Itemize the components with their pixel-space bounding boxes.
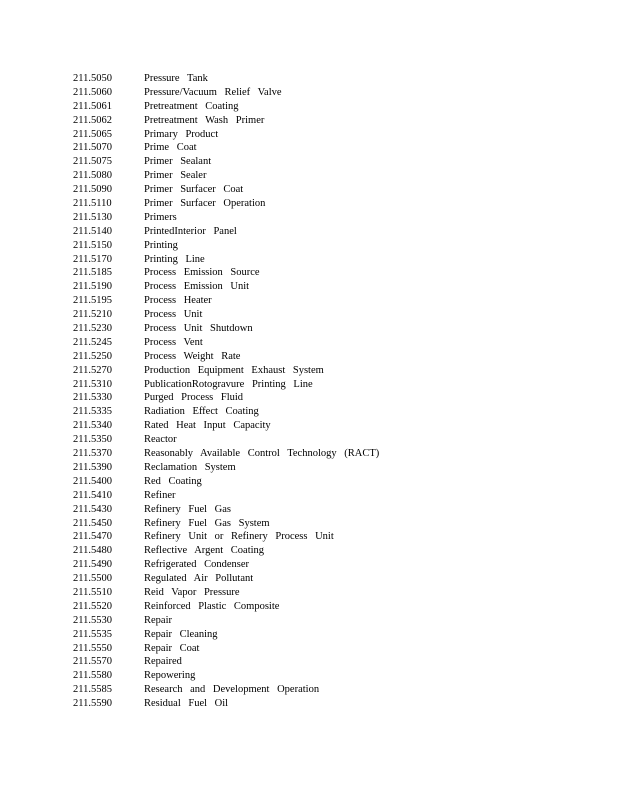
list-item — [73, 614, 379, 628]
defined-term: Reid Vapor Pressure — [144, 586, 240, 598]
section-number: 211.5570 — [73, 656, 112, 668]
list-item — [73, 447, 379, 461]
defined-term: Purged Process Fluid — [144, 392, 244, 404]
section-number: 211.5190 — [73, 281, 112, 293]
defined-term: PublicationRotogravure Printing Line — [144, 378, 313, 390]
defined-term: Prime Coat — [144, 142, 197, 154]
list-item — [73, 266, 379, 280]
defined-term: Primers — [144, 211, 177, 223]
defined-term: Pressure/Vacuum Relief Valve — [144, 86, 282, 98]
defined-term: Primary Product — [144, 128, 219, 140]
defined-term: Refinery Unit or Refinery Process Unit — [144, 531, 334, 543]
defined-term: Repowering — [144, 670, 196, 682]
section-number: 211.5245 — [73, 336, 112, 348]
defined-term: Primer Sealant — [144, 156, 212, 168]
defined-term: Process Heater — [144, 295, 212, 307]
section-number: 211.5520 — [73, 600, 112, 612]
section-number: 211.5340 — [73, 420, 112, 432]
section-number: 211.5350 — [73, 434, 112, 446]
list-item — [73, 378, 379, 392]
section-number: 211.5390 — [73, 461, 112, 473]
section-number: 211.5535 — [73, 628, 112, 640]
section-number: 211.5330 — [73, 392, 112, 404]
defined-term: Rated Heat Input Capacity — [144, 420, 271, 432]
section-number: 211.5480 — [73, 545, 112, 557]
list-item — [73, 155, 379, 169]
list-item — [73, 391, 379, 405]
defined-term: Regulated Air Pollutant — [144, 573, 254, 585]
defined-term: Research and Development Operation — [144, 684, 320, 696]
section-number: 211.5510 — [73, 586, 112, 598]
section-number: 211.5490 — [73, 559, 112, 571]
list-item — [73, 225, 379, 239]
list-item — [73, 600, 379, 614]
list-item — [73, 128, 379, 142]
defined-term: Reclamation System — [144, 461, 236, 473]
list-item — [73, 586, 379, 600]
list-item — [73, 183, 379, 197]
defined-term: Pretreatment Wash Primer — [144, 114, 265, 126]
defined-term: Primer Surfacer Coat — [144, 184, 244, 196]
section-number: 211.5060 — [73, 86, 112, 98]
defined-term: Printing — [144, 239, 178, 251]
defined-term: Red Coating — [144, 475, 202, 487]
section-number: 211.5075 — [73, 156, 112, 168]
list-item — [73, 253, 379, 267]
section-number: 211.5230 — [73, 323, 112, 335]
section-number: 211.5130 — [73, 211, 112, 223]
section-index-list — [73, 72, 379, 711]
defined-term: Process Vent — [144, 336, 203, 348]
list-item — [73, 572, 379, 586]
list-item — [73, 517, 379, 531]
section-number: 211.5310 — [73, 378, 112, 390]
section-number: 211.5530 — [73, 614, 112, 626]
list-item — [73, 114, 379, 128]
section-number: 211.5170 — [73, 253, 112, 265]
defined-term: Repaired — [144, 656, 182, 668]
section-number: 211.5590 — [73, 698, 112, 710]
list-item — [73, 503, 379, 517]
section-number: 211.5185 — [73, 267, 112, 279]
list-item — [73, 350, 379, 364]
defined-term: PrintedInterior Panel — [144, 225, 237, 237]
defined-term: Radiation Effect Coating — [144, 406, 259, 418]
section-number: 211.5110 — [73, 198, 112, 210]
list-item — [73, 405, 379, 419]
list-item — [73, 475, 379, 489]
section-number: 211.5430 — [73, 503, 112, 515]
defined-term: Reasonably Available Control Technology (RACT) — [144, 448, 380, 460]
list-item — [73, 280, 379, 294]
defined-term: Process Unit Shutdown — [144, 323, 253, 335]
defined-term: Repair — [144, 614, 172, 626]
defined-term: Refinery Fuel Gas — [144, 503, 231, 515]
section-number: 211.5335 — [73, 406, 112, 418]
section-number: 211.5580 — [73, 670, 112, 682]
section-number: 211.5550 — [73, 642, 112, 654]
defined-term: Refinery Fuel Gas System — [144, 517, 270, 529]
list-item — [73, 489, 379, 503]
defined-term: Refiner — [144, 489, 176, 501]
list-item — [73, 336, 379, 350]
section-number: 211.5195 — [73, 295, 112, 307]
list-item — [73, 642, 379, 656]
list-item — [73, 544, 379, 558]
defined-term: Primer Sealer — [144, 170, 207, 182]
list-item — [73, 433, 379, 447]
section-number: 211.5410 — [73, 489, 112, 501]
list-item — [73, 169, 379, 183]
list-item — [73, 530, 379, 544]
list-item — [73, 683, 379, 697]
list-item — [73, 197, 379, 211]
list-item — [73, 558, 379, 572]
defined-term: Pressure Tank — [144, 73, 208, 84]
defined-term: Process Emission Unit — [144, 281, 250, 293]
section-number: 211.5070 — [73, 142, 112, 154]
list-item — [73, 322, 379, 336]
list-item — [73, 628, 379, 642]
list-item — [73, 141, 379, 155]
defined-term: Residual Fuel Oil — [144, 698, 229, 710]
defined-term: Reflective Argent Coating — [144, 545, 265, 557]
list-item — [73, 308, 379, 322]
section-number: 211.5061 — [73, 100, 112, 112]
section-number: 211.5370 — [73, 448, 112, 460]
section-number: 211.5150 — [73, 239, 112, 251]
list-item — [73, 239, 379, 253]
section-number: 211.5090 — [73, 184, 112, 196]
section-number: 211.5062 — [73, 114, 112, 126]
defined-term: Printing Line — [144, 253, 205, 265]
section-number: 211.5450 — [73, 517, 112, 529]
defined-term: Pretreatment Coating — [144, 100, 239, 112]
section-number: 211.5470 — [73, 531, 112, 543]
list-item — [73, 697, 379, 711]
defined-term: Repair Cleaning — [144, 628, 218, 640]
list-item — [73, 100, 379, 114]
list-item — [73, 461, 379, 475]
section-number: 211.5250 — [73, 350, 112, 362]
list-item — [73, 655, 379, 669]
list-item — [73, 364, 379, 378]
list-item — [73, 211, 379, 225]
section-number: 211.5050 — [73, 73, 112, 84]
section-number: 211.5585 — [73, 684, 112, 696]
defined-term: Process Emission Source — [144, 267, 260, 279]
section-number: 211.5500 — [73, 573, 112, 585]
defined-term: Reinforced Plastic Composite — [144, 600, 280, 612]
defined-term: Production Equipment Exhaust System — [144, 364, 324, 376]
defined-term: Process Unit — [144, 309, 203, 321]
section-number: 211.5210 — [73, 309, 112, 321]
defined-term: Process Weight Rate — [144, 350, 241, 362]
defined-term: Repair Coat — [144, 642, 200, 654]
list-item — [73, 419, 379, 433]
defined-term: Primer Surfacer Operation — [144, 198, 266, 210]
section-number: 211.5065 — [73, 128, 112, 140]
section-number: 211.5270 — [73, 364, 112, 376]
defined-term: Reactor — [144, 434, 177, 446]
list-item — [73, 669, 379, 683]
section-number: 211.5080 — [73, 170, 112, 182]
list-item — [73, 72, 379, 86]
section-number: 211.5400 — [73, 475, 112, 487]
section-number: 211.5140 — [73, 225, 112, 237]
list-item — [73, 294, 379, 308]
defined-term: Refrigerated Condenser — [144, 559, 250, 571]
list-item — [73, 86, 379, 100]
